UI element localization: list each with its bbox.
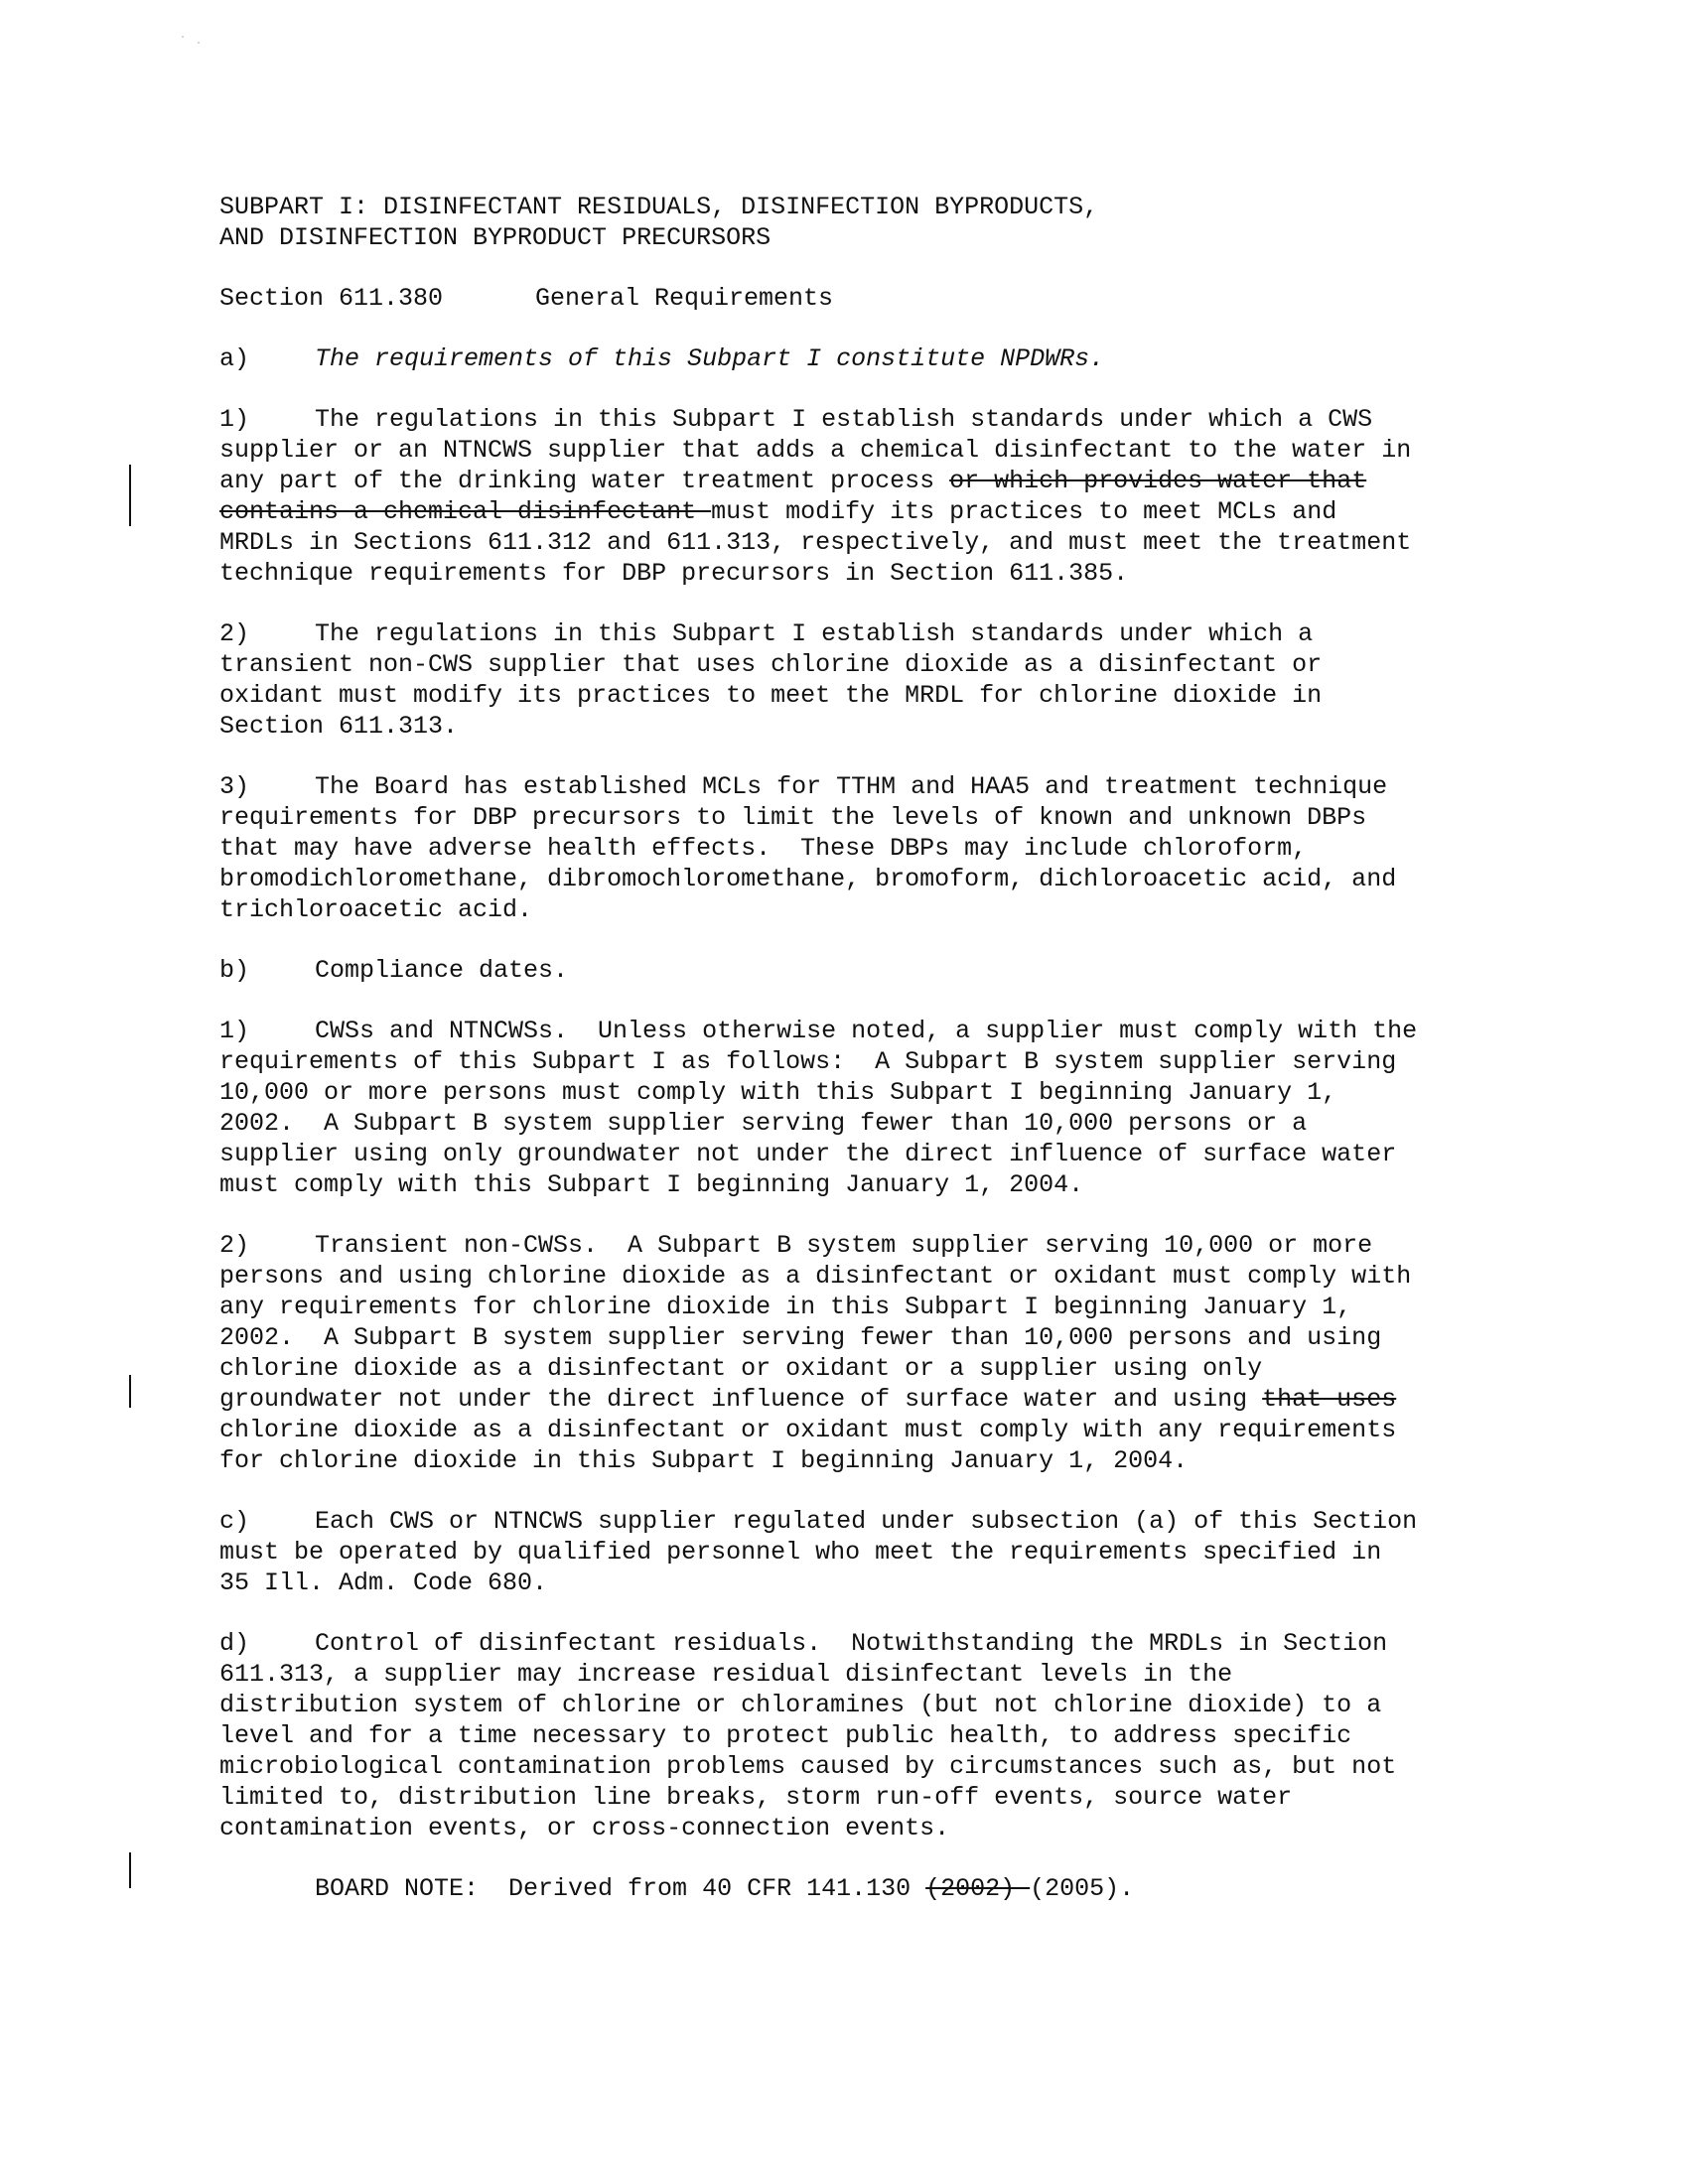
paragraph-text: The regulations in this Subpart I establish standards under which a (315, 619, 1314, 648)
subsection-text: The requirements of this Subpart I constitute NPDWRs. (315, 344, 1105, 373)
document-body (219, 192, 1540, 1934)
paragraph-text: oxidant must modify its practices to meet the MRDL for chlorine dioxide in (219, 681, 1323, 710)
paragraph-text: 2002. A Subpart B system supplier serving fewer than 10,000 persons and using (219, 1323, 1382, 1352)
paragraph-text: groundwater not under the direct influence of surface water and using (219, 1385, 1263, 1414)
paragraph-text: any requirements for chlorine dioxide in this Subpart I beginning January 1, (219, 1293, 1352, 1321)
section-title: General Requirements (535, 284, 834, 313)
paragraph-text: 10,000 or more persons must comply with this Subpart I beginning January 1, (219, 1078, 1337, 1107)
paragraph-label: 1) (219, 405, 250, 434)
subsection-text: microbiological contamination problems caused by circumstances such as, but not (219, 1752, 1397, 1781)
subsection-text: contamination events, or cross-connection events. (219, 1814, 950, 1843)
subsection-d (219, 1628, 1540, 1843)
paragraph-text: The Board has established MCLs for TTHM and HAA5 and treatment technique (315, 772, 1388, 801)
scan-speck (182, 36, 184, 38)
paragraph-label: 1) (219, 1017, 250, 1045)
heading-line: AND DISINFECTION BYPRODUCT PRECURSORS (219, 223, 772, 252)
subsection-label: b) (219, 956, 250, 985)
change-bar (129, 1375, 131, 1408)
paragraph-text: requirements for DBP precursors to limit the levels of known and unknown DBPs (219, 803, 1367, 832)
paragraph-text: must modify its practices to meet MCLs and (711, 497, 1337, 526)
scan-speck (198, 42, 200, 44)
subsection-text: distribution system of chlorine or chloramines (but not chlorine dioxide) to a (219, 1691, 1382, 1719)
change-bar (129, 1852, 131, 1888)
paragraph-a1 (219, 404, 1540, 589)
paragraph-text: chlorine dioxide as a disinfectant or oxidant or a supplier using only (219, 1354, 1263, 1383)
paragraph-b2 (219, 1230, 1540, 1476)
subsection-text: Compliance dates. (315, 956, 569, 985)
paragraph-text: that may have adverse health effects. These DBPs may include chloroform, (219, 834, 1308, 863)
section-heading (219, 283, 1540, 314)
subsection-text: Each CWS or NTNCWS supplier regulated under subsection (a) of this Section (315, 1507, 1418, 1536)
paragraph-text: supplier or an NTNCWS supplier that adds a chemical disinfectant to the water in (219, 436, 1412, 465)
struck-text: contains a chemical disinfectant (219, 497, 712, 526)
paragraph-text: 2002. A Subpart B system supplier serving fewer than 10,000 persons or a (219, 1109, 1308, 1138)
subsection-text: limited to, distribution line breaks, storm run-off events, source water (219, 1783, 1293, 1812)
paragraph-text: bromodichloromethane, dibromochloromethane, bromoform, dichloroacetic acid, and (219, 865, 1397, 893)
paragraph-text: technique requirements for DBP precursors in Section 611.385. (219, 559, 1129, 588)
paragraph-b1 (219, 1016, 1540, 1200)
board-note (219, 1873, 1540, 1904)
paragraph-text: Transient non-CWSs. A Subpart B system supplier serving 10,000 or more (315, 1231, 1373, 1260)
paragraph-a3 (219, 771, 1540, 925)
paragraph-text: CWSs and NTNCWSs. Unless otherwise noted, a supplier must comply with the (315, 1017, 1418, 1045)
subsection-text: 611.313, a supplier may increase residual disinfectant levels in the (219, 1660, 1233, 1689)
board-note-text: (2005). (1030, 1874, 1135, 1903)
subsection-c (219, 1506, 1540, 1598)
subsection-a (219, 343, 1540, 374)
struck-text: or which provides water that (949, 467, 1367, 495)
paragraph-label: 2) (219, 619, 250, 648)
struck-text: that uses (1262, 1385, 1397, 1414)
paragraph-text: trichloroacetic acid. (219, 895, 533, 924)
paragraph-text: chlorine dioxide as a disinfectant or oxidant must comply with any requirements (219, 1416, 1397, 1444)
subsection-text: must be operated by qualified personnel who meet the requirements specified in (219, 1538, 1382, 1567)
paragraph-text: supplier using only groundwater not under the direct influence of surface water (219, 1140, 1397, 1168)
change-bar (129, 465, 131, 526)
paragraph-text: MRDLs in Sections 611.312 and 611.313, respectively, and must meet the treatment (219, 528, 1412, 557)
section-number: Section 611.380 (219, 284, 444, 313)
board-note-text: BOARD NOTE: Derived from 40 CFR 141.130 (315, 1874, 926, 1903)
subpart-heading (219, 192, 1540, 253)
subsection-label: a) (219, 344, 250, 373)
paragraph-text: any part of the drinking water treatment process (219, 467, 950, 495)
paragraph-a2 (219, 618, 1540, 742)
subsection-text: 35 Ill. Adm. Code 680. (219, 1569, 548, 1597)
struck-text: (2002) (925, 1874, 1031, 1903)
paragraph-text: transient non-CWS supplier that uses chlorine dioxide as a disinfectant or (219, 650, 1323, 679)
paragraph-label: 2) (219, 1231, 250, 1260)
paragraph-text: The regulations in this Subpart I establish standards under which a CWS (315, 405, 1373, 434)
paragraph-text: requirements of this Subpart I as follows: A Subpart B system supplier serving (219, 1047, 1397, 1076)
paragraph-text: Section 611.313. (219, 712, 459, 741)
subsection-text: level and for a time necessary to protect public health, to address specific (219, 1721, 1352, 1750)
subsection-label: d) (219, 1629, 250, 1658)
paragraph-label: 3) (219, 772, 250, 801)
paragraph-text: persons and using chlorine dioxide as a disinfectant or oxidant must comply with (219, 1262, 1412, 1291)
subsection-label: c) (219, 1507, 250, 1536)
subsection-text: Control of disinfectant residuals. Notwithstanding the MRDLs in Section (315, 1629, 1388, 1658)
paragraph-text: must comply with this Subpart I beginning January 1, 2004. (219, 1170, 1084, 1199)
subsection-b (219, 955, 1540, 986)
heading-line: SUBPART I: DISINFECTANT RESIDUALS, DISINFECTION BYPRODUCTS, (219, 193, 1099, 221)
paragraph-text: for chlorine dioxide in this Subpart I beginning January 1, 2004. (219, 1446, 1189, 1475)
